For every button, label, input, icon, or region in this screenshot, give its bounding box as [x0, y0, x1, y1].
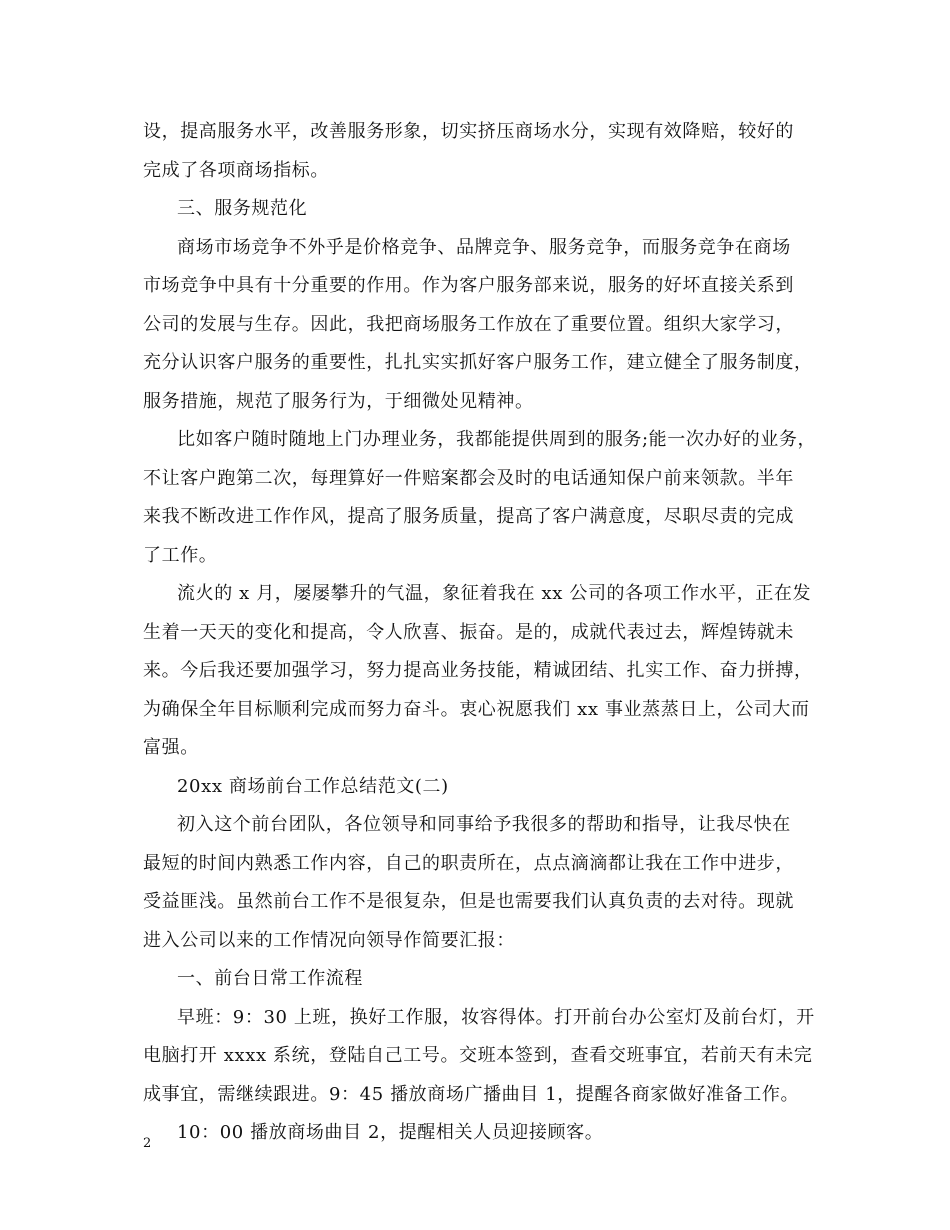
section-heading-service-standardization: 三、服务规范化: [177, 198, 308, 219]
text-line-27: 10：00 播放商场曲目 2，提醒相关人员迎接顾客。: [177, 1122, 604, 1143]
text-line-15: 来。今后我还要加强学习，努力提高业务技能，精诚团结、扎实工作、奋力拼搏，: [143, 660, 813, 681]
text-line-13: 流火的 x 月，屡屡攀升的气温，象征着我在 xx 公司的各项工作水平，正在发: [177, 583, 812, 604]
text-line-9: 比如客户随时随地上门办理业务，我都能提供周到的服务;能一次办好的业务，: [177, 429, 817, 450]
text-line-17: 富强。: [143, 737, 199, 758]
page-number: 2: [143, 1136, 152, 1151]
text-line-1: 设，提高服务水平，改善服务形象，切实挤压商场水分，实现有效降赔，较好的: [143, 121, 794, 142]
text-line-7: 充分认识客户服务的重要性，扎扎实实抓好客户服务工作，建立健全了服务制度，: [143, 352, 813, 373]
document-body: [143, 113, 823, 1153]
text-line-25: 电脑打开 xxxx 系统，登陆自己工号。交班本签到，查看交班事宜，若前天有未完: [143, 1045, 813, 1066]
text-line-24: 早班：9：30 上班，换好工作服，妆容得体。打开前台办公室灯及前台灯，开: [177, 1006, 815, 1028]
text-line-8: 服务措施，规范了服务行为，于细微处见精神。: [143, 390, 534, 412]
text-line-21: 受益匪浅。虽然前台工作不是很复杂，但是也需要我们认真负责的去对待。现就: [143, 891, 794, 912]
text-line-26: 成事宜，需继续跟进。9：45 播放商场广播曲目 1，提醒各商家做好准备工作。: [143, 1083, 800, 1105]
text-line-5: 市场竞争中具有十分重要的作用。作为客户服务部来说，服务的好坏直接关系到: [143, 275, 794, 296]
text-line-4: 商场市场竞争不外乎是价格竞争、品牌竞争、服务竞争，而服务竞争在商场: [177, 236, 791, 258]
text-line-11: 来我不断改进工作作风，提高了服务质量，提高了客户满意度，尽职尽责的完成: [143, 506, 794, 527]
text-line-14: 生着一天天的变化和提高，令人欣喜、振奋。是的，成就代表过去，辉煌铸就未: [143, 621, 794, 643]
section-heading-daily-workflow: 一、前台日常工作流程: [177, 968, 363, 989]
document-subtitle: 20xx 商场前台工作总结范文(二): [177, 775, 449, 797]
text-line-16: 为确保全年目标顺利完成而努力奋斗。衷心祝愿我们 xx 事业蒸蒸日上，公司大而: [143, 698, 810, 720]
text-line-10: 不让客户跑第二次，每理算好一件赔案都会及时的电话通知保户前来领款。半年: [143, 467, 794, 489]
text-line-22: 进入公司以来的工作情况向领导作简要汇报：: [143, 929, 515, 951]
text-line-12: 了工作。: [143, 544, 218, 566]
text-line-6: 公司的发展与生存。因此，我把商场服务工作放在了重要位置。组织大家学习，: [143, 313, 794, 335]
text-line-20: 最短的时间内熟悉工作内容，自己的职责所在，点点滴滴都让我在工作中进步，: [143, 852, 794, 874]
text-line-19: 初入这个前台团队，各位领导和同事给予我很多的帮助和指导，让我尽快在: [177, 814, 791, 835]
text-line-2: 完成了各项商场指标。: [143, 159, 329, 181]
